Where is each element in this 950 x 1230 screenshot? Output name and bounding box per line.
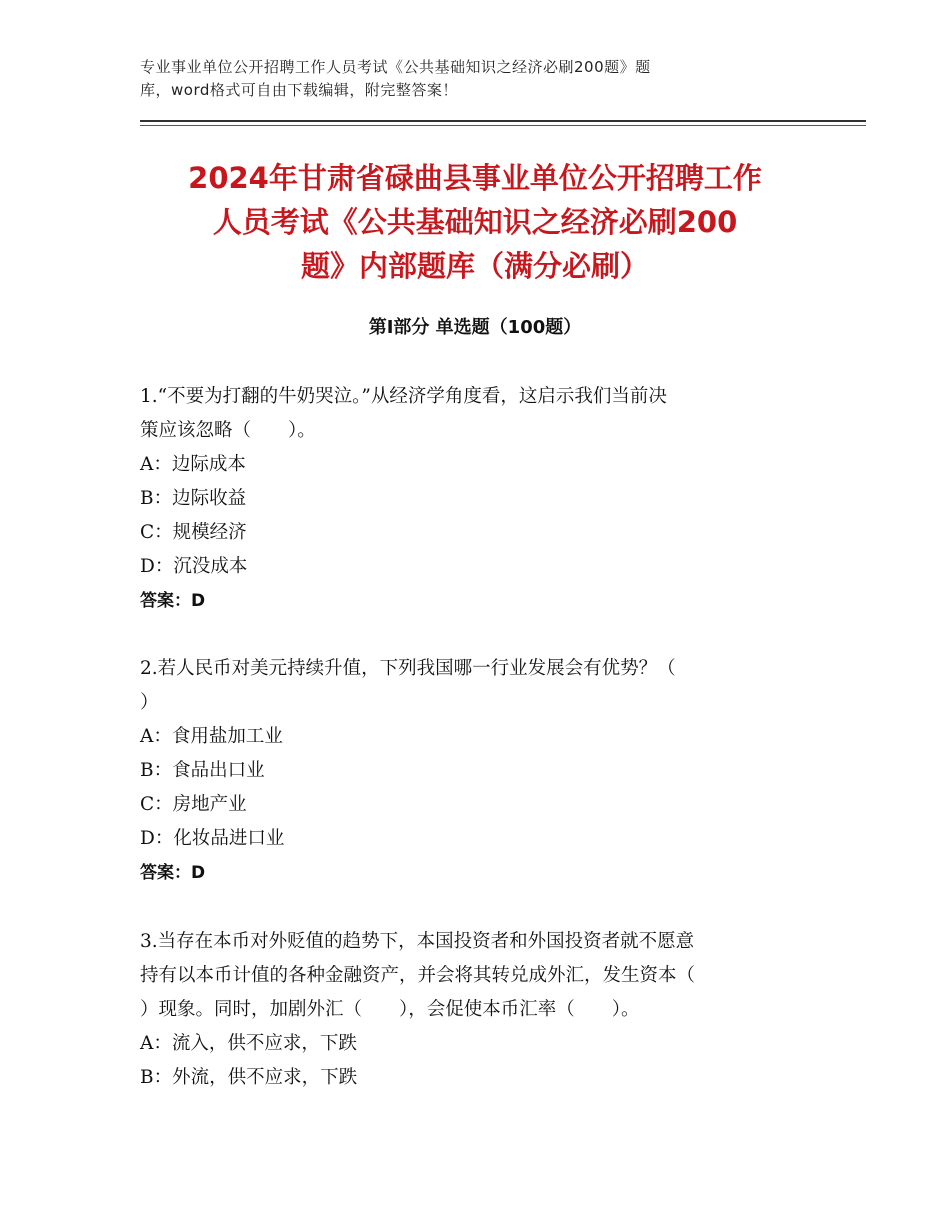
- option-b: B：边际收益: [140, 488, 247, 509]
- title-line: 题》内部题库（满分必刷）: [300, 249, 649, 283]
- option-c: C：房地产业: [140, 794, 247, 815]
- question-2: [140, 652, 800, 890]
- title-line: 人员考试《公共基础知识之经济必刷200: [212, 205, 738, 239]
- question-3: [140, 925, 800, 1095]
- question-1: [140, 380, 800, 618]
- question-stem-line: 持有以本币计值的各种金融资产，并会将其转兑成外汇，发生资本（: [140, 965, 696, 986]
- option-b: B：外流，供不应求，下跌: [140, 1067, 358, 1088]
- header-rule-thin: [140, 125, 866, 126]
- option-d: D：化妆品进口业: [140, 828, 285, 849]
- header-note-line: 库，word格式可自由下载编辑，附完整答案！: [140, 81, 458, 99]
- option-b: B：食品出口业: [140, 760, 265, 781]
- question-stem-line: 2.若人民币对美元持续升值，下列我国哪一行业发展会有优势？（: [140, 658, 676, 679]
- option-c: C：规模经济: [140, 522, 247, 543]
- question-stem-line: ）现象。同时，加剧外汇（ ），会促使本币汇率（ ）。: [140, 999, 640, 1020]
- title-line: 2024年甘肃省碌曲县事业单位公开招聘工作: [188, 161, 762, 195]
- header-note-line: 专业事业单位公开招聘工作人员考试《公共基础知识之经济必刷200题》题: [140, 58, 651, 76]
- header-note: [140, 56, 780, 102]
- question-stem-line: ）: [140, 692, 159, 713]
- question-stem-line: 1.“不要为打翻的牛奶哭泣。”从经济学角度看，这启示我们当前决: [140, 386, 667, 407]
- document-title: [100, 156, 850, 288]
- option-a: A：流入，供不应求，下跌: [140, 1033, 357, 1054]
- question-stem-line: 3.当存在本币对外贬值的趋势下，本国投资者和外国投资者就不愿意: [140, 931, 695, 952]
- question-stem-line: 策应该忽略（ ）。: [140, 420, 316, 441]
- section-heading: 第Ⅰ部分 单选题（100题）: [368, 317, 582, 338]
- answer-line: 答案：D: [140, 863, 206, 883]
- option-a: A：食用盐加工业: [140, 726, 283, 747]
- option-a: A：边际成本: [140, 454, 246, 475]
- option-d: D：沉没成本: [140, 556, 248, 577]
- answer-line: 答案：D: [140, 591, 206, 611]
- header-rule: [140, 120, 866, 122]
